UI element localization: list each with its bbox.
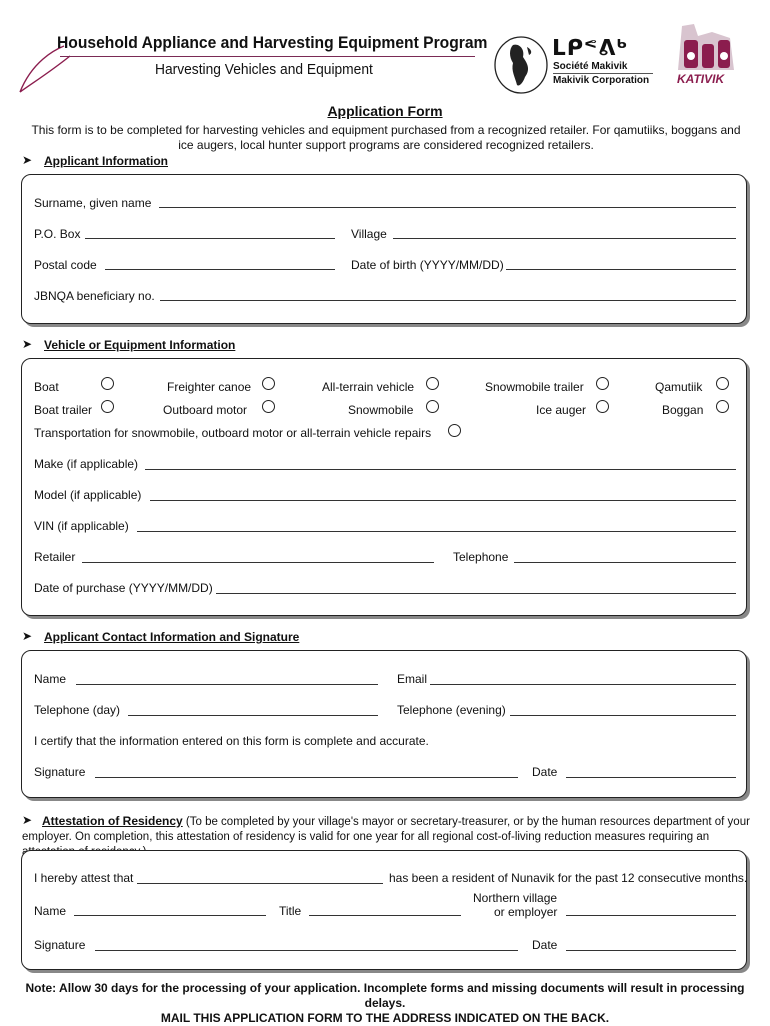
po-box-label: P.O. Box bbox=[34, 227, 81, 241]
tel-evening-field[interactable] bbox=[510, 715, 736, 716]
email-label: Email bbox=[397, 672, 428, 686]
dob-label: Date of birth (YYYY/MM/DD) bbox=[351, 258, 504, 272]
jbnqa-label: JBNQA beneficiary no. bbox=[34, 289, 155, 303]
makivik-name-fr: Société Makivik bbox=[553, 61, 628, 72]
retailer-field[interactable] bbox=[82, 562, 434, 563]
attest-resident-name-field[interactable] bbox=[137, 883, 383, 884]
attest-employer-field[interactable] bbox=[566, 915, 736, 916]
kativik-name: KATIVIK bbox=[677, 72, 725, 86]
retailer-label: Retailer bbox=[34, 550, 76, 564]
arrow-icon: ➤ bbox=[22, 629, 33, 643]
makivik-rule bbox=[553, 73, 653, 74]
attest-title-label: Title bbox=[279, 904, 302, 918]
make-field[interactable] bbox=[145, 469, 736, 470]
processing-note-line2: MAIL THIS APPLICATION FORM TO THE ADDRESS INDICATED ON THE BACK. bbox=[160, 1011, 610, 1025]
option-label-freighter-canoe: Freighter canoe bbox=[167, 380, 252, 394]
radio-qamutiik[interactable] bbox=[716, 377, 729, 390]
radio-outboard-motor[interactable] bbox=[262, 400, 275, 413]
radio-boggan[interactable] bbox=[716, 400, 729, 413]
attest-date-label: Date bbox=[532, 938, 558, 952]
attest-name-label: Name bbox=[34, 904, 67, 918]
village-field[interactable] bbox=[393, 238, 736, 239]
contact-name-label: Name bbox=[34, 672, 67, 686]
attest-employer-label-line2: or employer bbox=[494, 905, 558, 919]
contact-name-field[interactable] bbox=[76, 684, 378, 685]
attestation-box bbox=[21, 850, 747, 970]
attest-title-field[interactable] bbox=[309, 915, 461, 916]
contact-signature-label: Signature bbox=[34, 765, 86, 779]
processing-note bbox=[10, 981, 760, 1026]
attestation-note: (To be completed by your village's mayor or secretary-treasurer, or by the human resources department of your employer. On completion, this attestation of residency is valid for one year for all regional cost-of-living reduction measures requiring an bbox=[22, 816, 750, 843]
jbnqa-field[interactable] bbox=[160, 300, 736, 301]
contact-signature-field[interactable] bbox=[95, 777, 518, 778]
attest-prefix: I hereby attest that bbox=[34, 871, 134, 885]
arrow-icon: ➤ bbox=[22, 813, 33, 827]
header-rule bbox=[60, 56, 475, 57]
vehicle-info-box bbox=[21, 358, 747, 616]
attest-employer-label-line1: Northern village bbox=[473, 891, 558, 905]
model-label: Model (if applicable) bbox=[34, 488, 142, 502]
makivik-name-en: Makivik Corporation bbox=[553, 75, 650, 86]
attest-date-field[interactable] bbox=[566, 950, 736, 951]
village-label: Village bbox=[351, 227, 387, 241]
attest-signature-field[interactable] bbox=[95, 950, 518, 951]
processing-note-line1: Note: Allow 30 days for the processing of your application. Incomplete forms and missing documents will result in processing delays. bbox=[25, 981, 745, 1010]
kativik-logo bbox=[672, 22, 738, 74]
vin-label: VIN (if applicable) bbox=[34, 519, 129, 533]
retailer-telephone-field[interactable] bbox=[514, 562, 736, 563]
postal-code-label: Postal code bbox=[34, 258, 97, 272]
retailer-telephone-label: Telephone bbox=[453, 550, 509, 564]
model-field[interactable] bbox=[150, 500, 736, 501]
option-label-boat-trailer: Boat trailer bbox=[34, 403, 93, 417]
tel-day-field[interactable] bbox=[128, 715, 378, 716]
radio-snowmobile[interactable] bbox=[426, 400, 439, 413]
contact-date-field[interactable] bbox=[566, 777, 736, 778]
attest-name-field[interactable] bbox=[74, 915, 266, 916]
form-title: Application Form bbox=[327, 103, 443, 119]
section-heading-applicant: Applicant Information bbox=[44, 154, 168, 168]
radio-transport-repairs[interactable] bbox=[448, 424, 461, 437]
option-label-boggan: Boggan bbox=[662, 403, 704, 417]
contact-date-label: Date bbox=[532, 765, 558, 779]
attest-suffix: has been a resident of Nunavik for the past 12 consecutive months. bbox=[389, 871, 748, 885]
makivik-map-logo bbox=[493, 35, 549, 95]
option-label-snowmobile-trailer: Snowmobile trailer bbox=[485, 380, 584, 394]
arrow-icon: ➤ bbox=[22, 337, 33, 351]
option-label-atv: All-terrain vehicle bbox=[322, 380, 415, 394]
purchase-date-field[interactable] bbox=[216, 593, 736, 594]
program-title: Household Appliance and Harvesting Equipment Program bbox=[57, 33, 488, 52]
surname-label: Surname, given name bbox=[34, 196, 152, 210]
tel-evening-label: Telephone (evening) bbox=[397, 703, 506, 717]
postal-code-field[interactable] bbox=[105, 269, 335, 270]
po-box-field[interactable] bbox=[85, 238, 335, 239]
radio-boat-trailer[interactable] bbox=[101, 400, 114, 413]
form-intro: This form is to be completed for harvesting vehicles and equipment purchased from a recognized retailer. For qamutiiks, boggans and ice augers, local hunter support programs are considered recognized retailers. bbox=[31, 123, 741, 152]
section-heading-contact: Applicant Contact Information and Signature bbox=[44, 630, 300, 644]
surname-field[interactable] bbox=[159, 207, 736, 208]
tel-day-label: Telephone (day) bbox=[34, 703, 121, 717]
arrow-icon: ➤ bbox=[22, 153, 33, 167]
option-label-ice-auger: Ice auger bbox=[536, 403, 587, 417]
radio-snowmobile-trailer[interactable] bbox=[596, 377, 609, 390]
option-label-snowmobile: Snowmobile bbox=[348, 403, 414, 417]
option-label-boat: Boat bbox=[34, 380, 59, 394]
radio-ice-auger[interactable] bbox=[596, 400, 609, 413]
purchase-date-label: Date of purchase (YYYY/MM/DD) bbox=[34, 581, 213, 595]
vin-field[interactable] bbox=[137, 531, 736, 532]
section-heading-attestation: Attestation of Residency bbox=[42, 814, 183, 828]
dob-field[interactable] bbox=[506, 269, 736, 270]
makivik-syllabics: ᒪᑭᕝᕕᒃ bbox=[552, 35, 629, 60]
section-heading-vehicle: Vehicle or Equipment Information bbox=[44, 338, 236, 352]
option-label-transport-repairs: Transportation for snowmobile, outboard motor or all-terrain vehicle repairs bbox=[34, 426, 432, 440]
attest-signature-label: Signature bbox=[34, 938, 86, 952]
make-label: Make (if applicable) bbox=[34, 457, 139, 471]
contact-info-box bbox=[21, 650, 747, 798]
program-subtitle: Harvesting Vehicles and Equipment bbox=[155, 61, 373, 78]
radio-boat[interactable] bbox=[101, 377, 114, 390]
radio-freighter-canoe[interactable] bbox=[262, 377, 275, 390]
radio-atv[interactable] bbox=[426, 377, 439, 390]
email-field[interactable] bbox=[430, 684, 736, 685]
certify-statement: I certify that the information entered on this form is complete and accurate. bbox=[34, 734, 429, 748]
option-label-outboard-motor: Outboard motor bbox=[163, 403, 248, 417]
option-label-qamutiik: Qamutiik bbox=[655, 380, 703, 394]
